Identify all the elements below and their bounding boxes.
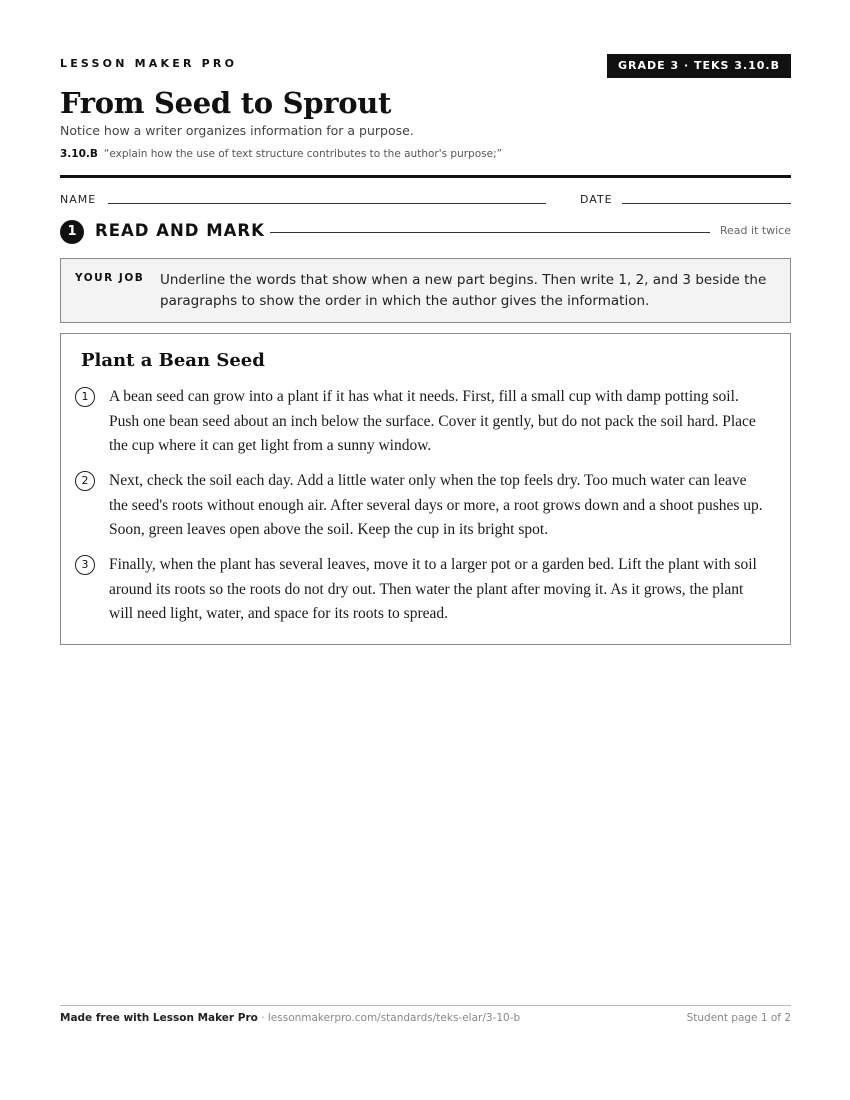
worksheet-page [60, 0, 791, 1100]
paragraph-number-circle: 3 [75, 555, 95, 575]
standard-text: “explain how the use of text structure contributes to the author's purpose;” [103, 148, 503, 160]
paragraph-text: Finally, when the plant has several leaves, move it to a larger pot or a garden bed. Lift the plant with soil around its roots so the roots do not dry out. Then water the plant after moving it. As it grows, the plant will need light, water, and space for its roots to spread. [109, 556, 757, 622]
footer-page-number: Student page 1 of 2 [686, 1012, 791, 1024]
name-field[interactable] [108, 203, 546, 204]
footer-separator: · [257, 1012, 268, 1024]
paragraph-number-circle: 1 [75, 387, 95, 407]
date-label: DATE [580, 193, 613, 206]
date-field[interactable] [622, 203, 791, 204]
standard-line [60, 148, 502, 160]
job-instructions-box [60, 258, 791, 323]
header-divider [60, 175, 791, 178]
section-title: READ AND MARK [95, 221, 265, 240]
page-title: From Seed to Sprout [60, 86, 392, 120]
footer-divider [60, 1005, 791, 1006]
section-number-badge: 1 [60, 220, 84, 244]
page-subtitle: Notice how a writer organizes information for a purpose. [60, 123, 414, 138]
passage-title: Plant a Bean Seed [81, 350, 265, 371]
section-note: Read it twice [719, 224, 791, 237]
paragraph-text: Next, check the soil each day. Add a little water only when the top feels dry. Too much water can leave the seed's roots without enough air. After several days or more, a root grows down and a shoot pushes up. Soon, green leaves open above the soil. Keep the cup in its bright spot. [109, 472, 763, 538]
brand-name: LESSON MAKER PRO [60, 57, 238, 70]
paragraph-text: A bean seed can grow into a plant if it has what it needs. First, fill a small cup with damp potting soil. Push one bean seed about an inch below the surface. Cover it gently, but do not pack the soil hard. Place the cup where it can get light from a sunny window. [109, 388, 756, 454]
footer-credit [60, 1012, 520, 1024]
paragraph-number-circle: 2 [75, 471, 95, 491]
standard-code: 3.10.B [60, 148, 98, 160]
footer-made-with: Made free with Lesson Maker Pro [60, 1012, 258, 1024]
section-divider [270, 232, 710, 233]
reading-passage [60, 333, 791, 645]
job-label: YOUR JOB [75, 272, 145, 284]
name-label: NAME [60, 193, 97, 206]
job-text: Underline the words that show when a new part begins. Then write 1, 2, and 3 beside the paragraphs to show the order in which the author gives the information. [160, 272, 767, 309]
grade-badge: GRADE 3 · TEKS 3.10.B [607, 54, 791, 78]
footer-url[interactable]: lessonmakerpro.com/standards/teks-elar/3-10-b [267, 1012, 521, 1024]
